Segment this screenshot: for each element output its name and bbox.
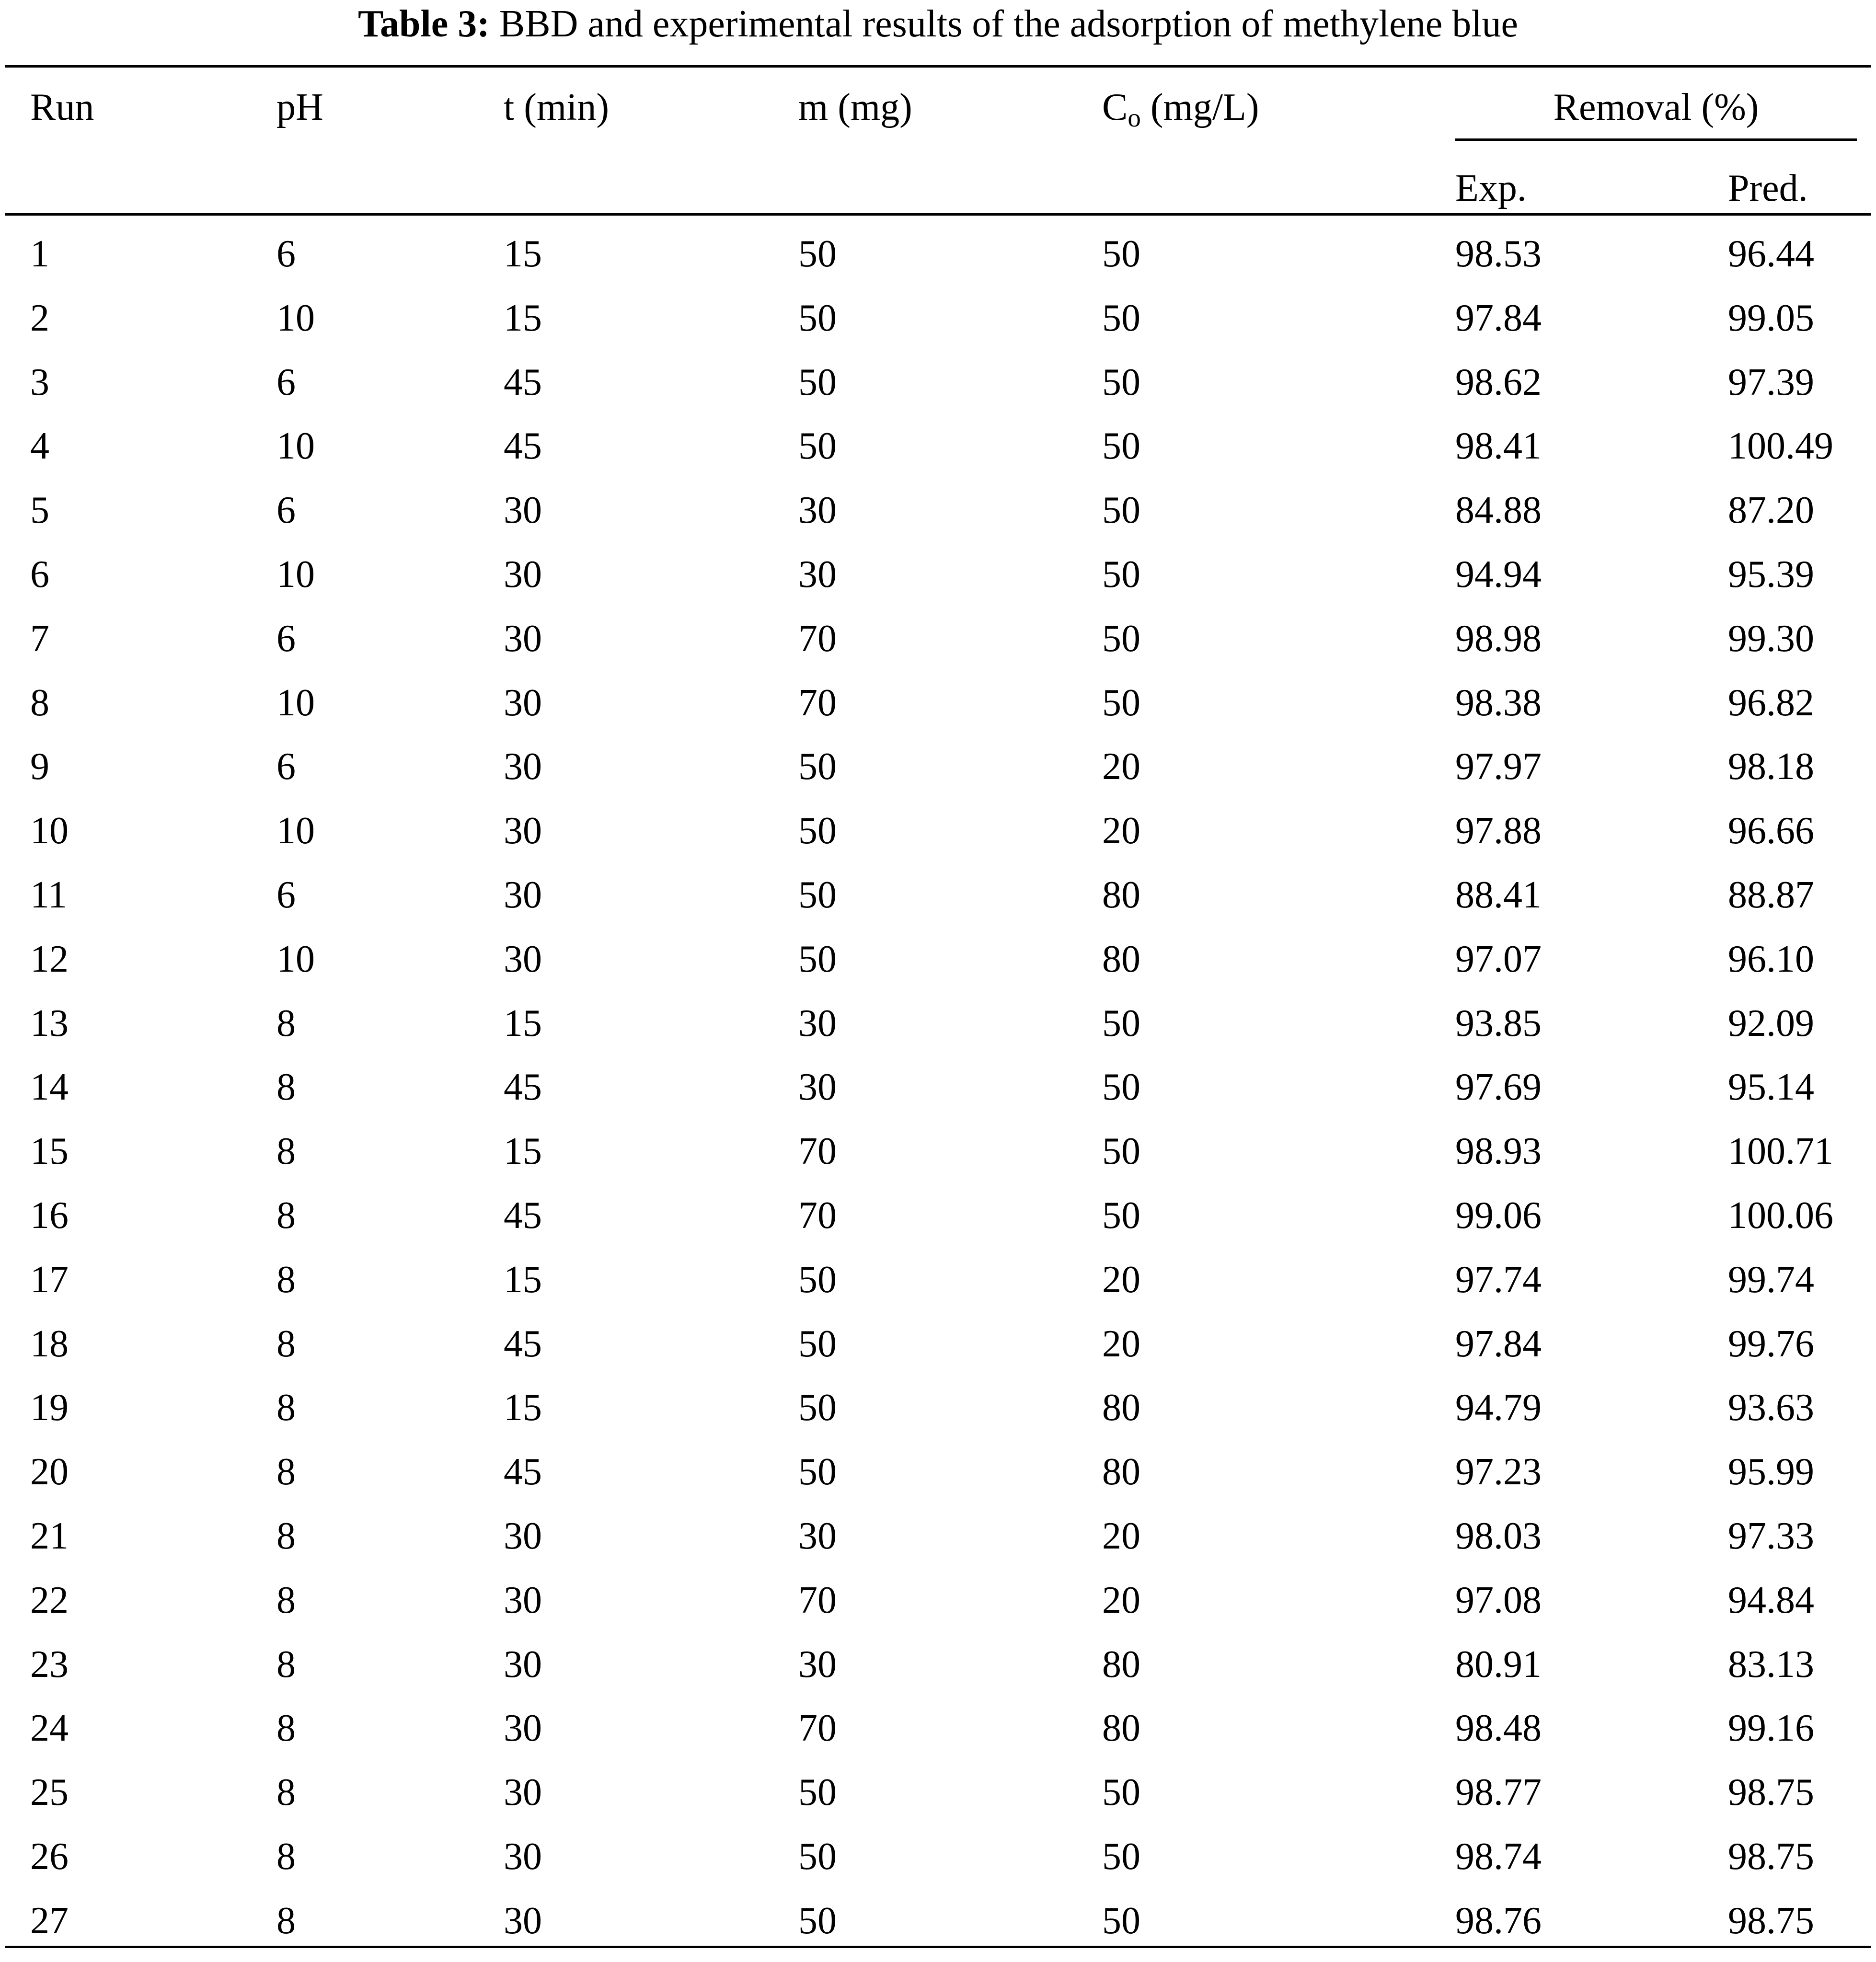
- cell-ph: 8: [276, 1643, 296, 1686]
- cell-removal-predicted: 96.44: [1728, 233, 1814, 275]
- cell-run: 19: [30, 1387, 69, 1429]
- table-row: [0, 295, 1876, 359]
- cell-initial-concentration: 50: [1102, 489, 1140, 532]
- cell-ph: 8: [276, 1515, 296, 1557]
- cell-mass: 50: [798, 425, 837, 468]
- table-row: [0, 1449, 1876, 1513]
- cell-ph: 6: [276, 489, 296, 532]
- table-row: [0, 1898, 1876, 1962]
- table-header-rule: [5, 213, 1871, 216]
- table-row: [0, 423, 1876, 487]
- table-row: [0, 680, 1876, 744]
- cell-ph: 8: [276, 1579, 296, 1621]
- cell-removal-experimental: 80.91: [1455, 1643, 1542, 1686]
- table-row: [0, 359, 1876, 424]
- cell-initial-concentration: 50: [1102, 1194, 1140, 1237]
- table-row: [0, 1769, 1876, 1834]
- cell-time: 45: [504, 1451, 542, 1493]
- cell-run: 9: [30, 746, 49, 788]
- cell-run: 18: [30, 1322, 69, 1365]
- cell-ph: 6: [276, 746, 296, 788]
- cell-removal-predicted: 98.75: [1728, 1899, 1814, 1942]
- cell-removal-experimental: 98.41: [1455, 425, 1542, 468]
- cell-ph: 10: [276, 297, 315, 339]
- cell-removal-predicted: 99.74: [1728, 1258, 1814, 1301]
- cell-removal-experimental: 93.85: [1455, 1002, 1542, 1044]
- header-initial-concentration: [1102, 84, 1259, 130]
- cell-mass: 50: [798, 1836, 837, 1878]
- cell-time: 45: [504, 1322, 542, 1365]
- table-top-rule: [5, 65, 1871, 68]
- cell-time: 45: [504, 425, 542, 468]
- cell-removal-experimental: 98.48: [1455, 1707, 1542, 1750]
- cell-ph: 8: [276, 1130, 296, 1173]
- cell-initial-concentration: 80: [1102, 1707, 1140, 1750]
- cell-time: 15: [504, 1387, 542, 1429]
- cell-removal-experimental: 97.84: [1455, 297, 1542, 339]
- cell-removal-predicted: 96.82: [1728, 681, 1814, 724]
- cell-initial-concentration: 50: [1102, 1899, 1140, 1942]
- cell-initial-concentration: 80: [1102, 1451, 1140, 1493]
- cell-removal-experimental: 94.79: [1455, 1387, 1542, 1429]
- cell-removal-experimental: 98.03: [1455, 1515, 1542, 1557]
- cell-time: 30: [504, 1515, 542, 1557]
- cell-run: 24: [30, 1707, 69, 1750]
- cell-removal-predicted: 88.87: [1728, 874, 1814, 916]
- cell-initial-concentration: 20: [1102, 1258, 1140, 1301]
- table-row: [0, 872, 1876, 936]
- cell-initial-concentration: 50: [1102, 553, 1140, 596]
- cell-time: 30: [504, 1579, 542, 1621]
- cell-removal-predicted: 100.06: [1728, 1194, 1833, 1237]
- cell-removal-experimental: 98.62: [1455, 361, 1542, 403]
- cell-run: 20: [30, 1451, 69, 1493]
- cell-initial-concentration: 80: [1102, 938, 1140, 980]
- table-row: [0, 1128, 1876, 1193]
- cell-mass: 50: [798, 746, 837, 788]
- cell-removal-predicted: 92.09: [1728, 1002, 1814, 1044]
- table-bottom-rule: [5, 1946, 1871, 1948]
- cell-time: 30: [504, 810, 542, 852]
- cell-mass: 30: [798, 1002, 837, 1044]
- cell-initial-concentration: 50: [1102, 681, 1140, 724]
- cell-mass: 70: [798, 1194, 837, 1237]
- cell-removal-experimental: 97.97: [1455, 746, 1542, 788]
- cell-removal-experimental: 98.74: [1455, 1836, 1542, 1878]
- cell-initial-concentration: 50: [1102, 617, 1140, 660]
- cell-ph: 6: [276, 233, 296, 275]
- cell-run: 6: [30, 553, 49, 596]
- cell-initial-concentration: 50: [1102, 1771, 1140, 1814]
- cell-removal-predicted: 93.63: [1728, 1387, 1814, 1429]
- cell-mass: 70: [798, 681, 837, 724]
- cell-mass: 30: [798, 1643, 837, 1686]
- cell-run: 1: [30, 233, 49, 275]
- cell-ph: 6: [276, 361, 296, 403]
- cell-removal-predicted: 87.20: [1728, 489, 1814, 532]
- header-removal: Removal (%): [1553, 86, 1759, 128]
- header-experimental: Exp.: [1455, 167, 1527, 209]
- table-row: [0, 551, 1876, 616]
- cell-time: 30: [504, 1707, 542, 1750]
- cell-ph: 8: [276, 1387, 296, 1429]
- cell-time: 15: [504, 1258, 542, 1301]
- cell-removal-predicted: 99.30: [1728, 617, 1814, 660]
- cell-initial-concentration: 50: [1102, 1836, 1140, 1878]
- cell-time: 15: [504, 297, 542, 339]
- table-row: [0, 487, 1876, 551]
- table-row: [0, 1321, 1876, 1385]
- cell-run: 21: [30, 1515, 69, 1557]
- cell-time: 30: [504, 1899, 542, 1942]
- cell-removal-predicted: 95.14: [1728, 1066, 1814, 1109]
- cell-initial-concentration: 80: [1102, 874, 1140, 916]
- table-row: [0, 1064, 1876, 1128]
- cell-removal-experimental: 97.69: [1455, 1066, 1542, 1109]
- cell-time: 45: [504, 1066, 542, 1109]
- cell-initial-concentration: 20: [1102, 810, 1140, 852]
- cell-removal-experimental: 98.38: [1455, 681, 1542, 724]
- cell-removal-experimental: 98.77: [1455, 1771, 1542, 1814]
- table-row: [0, 1193, 1876, 1257]
- table-caption: [0, 0, 1876, 48]
- table-row: [0, 808, 1876, 872]
- cell-removal-predicted: 99.05: [1728, 297, 1814, 339]
- table-row: [0, 1641, 1876, 1706]
- cell-initial-concentration: 50: [1102, 1002, 1140, 1044]
- cell-removal-experimental: 99.06: [1455, 1194, 1542, 1237]
- cell-removal-predicted: 98.75: [1728, 1836, 1814, 1878]
- cell-initial-concentration: 20: [1102, 1579, 1140, 1621]
- cell-removal-predicted: 98.75: [1728, 1771, 1814, 1814]
- cell-removal-experimental: 88.41: [1455, 874, 1542, 916]
- cell-ph: 6: [276, 874, 296, 916]
- cell-time: 30: [504, 489, 542, 532]
- cell-initial-concentration: 50: [1102, 1066, 1140, 1109]
- cell-mass: 30: [798, 1515, 837, 1557]
- header-co-subscript: o: [1128, 103, 1141, 132]
- cell-mass: 50: [798, 1771, 837, 1814]
- header-predicted: Pred.: [1728, 167, 1808, 209]
- cell-removal-predicted: 83.13: [1728, 1643, 1814, 1686]
- cell-time: 45: [504, 1194, 542, 1237]
- cell-initial-concentration: 50: [1102, 425, 1140, 468]
- cell-ph: 10: [276, 553, 315, 596]
- cell-ph: 10: [276, 938, 315, 980]
- cell-time: 15: [504, 1002, 542, 1044]
- cell-ph: 8: [276, 1194, 296, 1237]
- cell-time: 30: [504, 746, 542, 788]
- header-time: t (min): [504, 86, 609, 128]
- cell-initial-concentration: 20: [1102, 1322, 1140, 1365]
- table-row: [0, 1577, 1876, 1641]
- table-caption-text: BBD and experimental results of the adsorption of methylene blue: [499, 3, 1519, 45]
- cell-removal-experimental: 84.88: [1455, 489, 1542, 532]
- cell-mass: 50: [798, 1387, 837, 1429]
- cell-run: 23: [30, 1643, 69, 1686]
- cell-removal-predicted: 100.71: [1728, 1130, 1833, 1173]
- cell-mass: 50: [798, 1451, 837, 1493]
- cell-removal-experimental: 97.84: [1455, 1322, 1542, 1365]
- table-row: [0, 231, 1876, 295]
- cell-removal-predicted: 95.99: [1728, 1451, 1814, 1493]
- cell-run: 17: [30, 1258, 69, 1301]
- cell-ph: 10: [276, 681, 315, 724]
- cell-mass: 70: [798, 1707, 837, 1750]
- cell-initial-concentration: 50: [1102, 233, 1140, 275]
- cell-run: 14: [30, 1066, 69, 1109]
- cell-ph: 8: [276, 1322, 296, 1365]
- cell-run: 16: [30, 1194, 69, 1237]
- removal-group-rule: [1455, 138, 1857, 141]
- cell-run: 2: [30, 297, 49, 339]
- cell-ph: 8: [276, 1002, 296, 1044]
- cell-ph: 8: [276, 1836, 296, 1878]
- table-row: [0, 1000, 1876, 1065]
- table-row: [0, 1705, 1876, 1769]
- cell-removal-experimental: 97.23: [1455, 1451, 1542, 1493]
- cell-removal-predicted: 99.76: [1728, 1322, 1814, 1365]
- cell-ph: 10: [276, 425, 315, 468]
- cell-mass: 50: [798, 361, 837, 403]
- cell-time: 15: [504, 1130, 542, 1173]
- cell-ph: 8: [276, 1707, 296, 1750]
- table-row: [0, 616, 1876, 680]
- cell-run: 8: [30, 681, 49, 724]
- cell-initial-concentration: 80: [1102, 1387, 1140, 1429]
- cell-removal-predicted: 95.39: [1728, 553, 1814, 596]
- table-row: [0, 936, 1876, 1000]
- cell-run: 12: [30, 938, 69, 980]
- cell-time: 45: [504, 361, 542, 403]
- table-row: [0, 1257, 1876, 1321]
- cell-time: 30: [504, 681, 542, 724]
- cell-initial-concentration: 80: [1102, 1643, 1140, 1686]
- table-row: [0, 1834, 1876, 1898]
- cell-initial-concentration: 50: [1102, 297, 1140, 339]
- cell-time: 30: [504, 1836, 542, 1878]
- cell-removal-predicted: 96.10: [1728, 938, 1814, 980]
- cell-mass: 70: [798, 1579, 837, 1621]
- cell-mass: 50: [798, 297, 837, 339]
- header-ph: pH: [276, 86, 323, 128]
- cell-run: 4: [30, 425, 49, 468]
- cell-removal-experimental: 94.94: [1455, 553, 1542, 596]
- cell-run: 15: [30, 1130, 69, 1173]
- cell-removal-predicted: 100.49: [1728, 425, 1833, 468]
- cell-run: 22: [30, 1579, 69, 1621]
- table-row: [0, 1513, 1876, 1577]
- cell-mass: 70: [798, 1130, 837, 1173]
- cell-run: 25: [30, 1771, 69, 1814]
- cell-removal-predicted: 98.18: [1728, 746, 1814, 788]
- cell-run: 10: [30, 810, 69, 852]
- cell-removal-experimental: 97.07: [1455, 938, 1542, 980]
- cell-mass: 50: [798, 874, 837, 916]
- cell-mass: 50: [798, 1899, 837, 1942]
- cell-time: 30: [504, 1771, 542, 1814]
- cell-ph: 8: [276, 1066, 296, 1109]
- cell-mass: 30: [798, 489, 837, 532]
- cell-initial-concentration: 50: [1102, 1130, 1140, 1173]
- cell-removal-experimental: 98.53: [1455, 233, 1542, 275]
- cell-mass: 70: [798, 617, 837, 660]
- table-caption-label: Table 3:: [357, 3, 490, 45]
- cell-mass: 50: [798, 938, 837, 980]
- cell-initial-concentration: 20: [1102, 1515, 1140, 1557]
- table-row: [0, 744, 1876, 808]
- table-row: [0, 1385, 1876, 1449]
- cell-time: 30: [504, 938, 542, 980]
- cell-run: 27: [30, 1899, 69, 1942]
- cell-time: 30: [504, 1643, 542, 1686]
- header-mass: m (mg): [798, 86, 912, 128]
- header-co-unit: (mg/L): [1140, 86, 1259, 128]
- cell-initial-concentration: 20: [1102, 746, 1140, 788]
- cell-removal-predicted: 96.66: [1728, 810, 1814, 852]
- cell-run: 5: [30, 489, 49, 532]
- cell-run: 3: [30, 361, 49, 403]
- header-run: Run: [30, 86, 94, 128]
- cell-removal-predicted: 94.84: [1728, 1579, 1814, 1621]
- cell-ph: 6: [276, 617, 296, 660]
- cell-removal-predicted: 97.39: [1728, 361, 1814, 403]
- cell-mass: 50: [798, 1322, 837, 1365]
- cell-ph: 8: [276, 1771, 296, 1814]
- cell-removal-experimental: 98.76: [1455, 1899, 1542, 1942]
- cell-ph: 10: [276, 810, 315, 852]
- cell-removal-experimental: 97.08: [1455, 1579, 1542, 1621]
- cell-removal-predicted: 99.16: [1728, 1707, 1814, 1750]
- cell-initial-concentration: 50: [1102, 361, 1140, 403]
- cell-mass: 50: [798, 1258, 837, 1301]
- cell-run: 7: [30, 617, 49, 660]
- cell-mass: 50: [798, 233, 837, 275]
- cell-time: 15: [504, 233, 542, 275]
- cell-mass: 30: [798, 1066, 837, 1109]
- cell-removal-experimental: 97.74: [1455, 1258, 1542, 1301]
- cell-run: 26: [30, 1836, 69, 1878]
- cell-run: 13: [30, 1002, 69, 1044]
- cell-time: 30: [504, 874, 542, 916]
- header-co-main: C: [1102, 86, 1128, 128]
- cell-ph: 8: [276, 1258, 296, 1301]
- cell-time: 30: [504, 553, 542, 596]
- cell-removal-predicted: 97.33: [1728, 1515, 1814, 1557]
- cell-mass: 30: [798, 553, 837, 596]
- cell-mass: 50: [798, 810, 837, 852]
- cell-removal-experimental: 97.88: [1455, 810, 1542, 852]
- cell-time: 30: [504, 617, 542, 660]
- cell-removal-experimental: 98.98: [1455, 617, 1542, 660]
- cell-ph: 8: [276, 1899, 296, 1942]
- cell-run: 11: [30, 874, 68, 916]
- cell-removal-experimental: 98.93: [1455, 1130, 1542, 1173]
- cell-ph: 8: [276, 1451, 296, 1493]
